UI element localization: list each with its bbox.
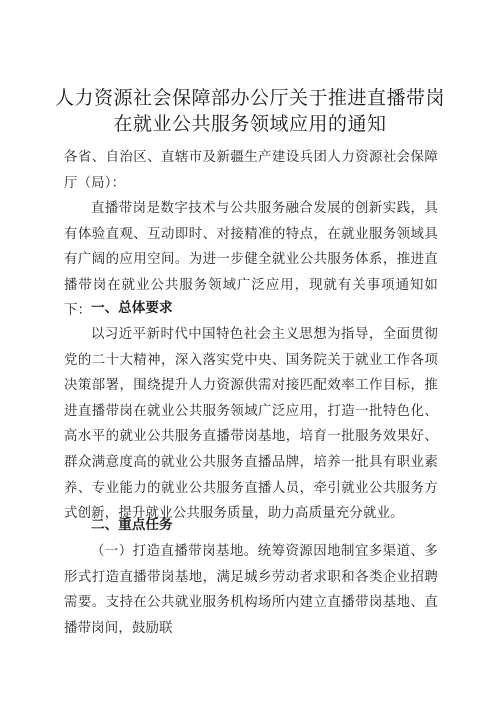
intro-paragraph: 直播带岗是数字技术与公共服务融合发展的创新实践，具有体验直观、互动即时、对接精准的特点，在就业服务领域具有广阔的应用空间。为进一步健全就业公共服务体系，推进直播带岗在就业公共服务领域广泛应用，现就有关事项通知如下： [64,201,438,319]
addressee-paragraph: 各省、自治区、直辖市及新疆生产建设兵团人力资源社会保障厅（局）： [64,150,438,191]
document-title-line-1: 人力资源社会保障部办公厅关于推进直播带岗 [54,87,445,109]
section-paragraph-general-requirements: 以习近平新时代中国特色社会主义思想为指导，全面贯彻党的二十大精神，深入落实党中央、国务院关于就业工作各项决策部署，围绕提升人力资源供需对接匹配效率工作目标，推进直播带岗在就业公共服务领域广泛应用，打造一批特色化、高水平的就业公共服务直播带岗基地，培育一批服务效果好、群众满意度高的就业公共服务直播品牌，培养一批具有职业素养、专业能力的就业公共服务直播人员，牵引就业公共服务方式创新，提升就业公共服务质量，助力高质量充分就业。 [64,327,438,522]
section-heading-key-tasks: 二、重点任务 [91,517,173,533]
section-paragraph-key-tasks: （一）打造直播带岗基地。统筹资源因地制宜多渠道、多形式打造直播带岗基地，满足城乡劳动者求职和各类企业招聘需要。支持在公共就业服务机构场所内建立直播带岗基地、直播带岗间，鼓励联 [64,544,438,636]
document-title-line-2: 在就业公共服务领域应用的通知 [113,113,387,135]
section-heading-general-requirements: 一、总体要求 [91,300,173,316]
